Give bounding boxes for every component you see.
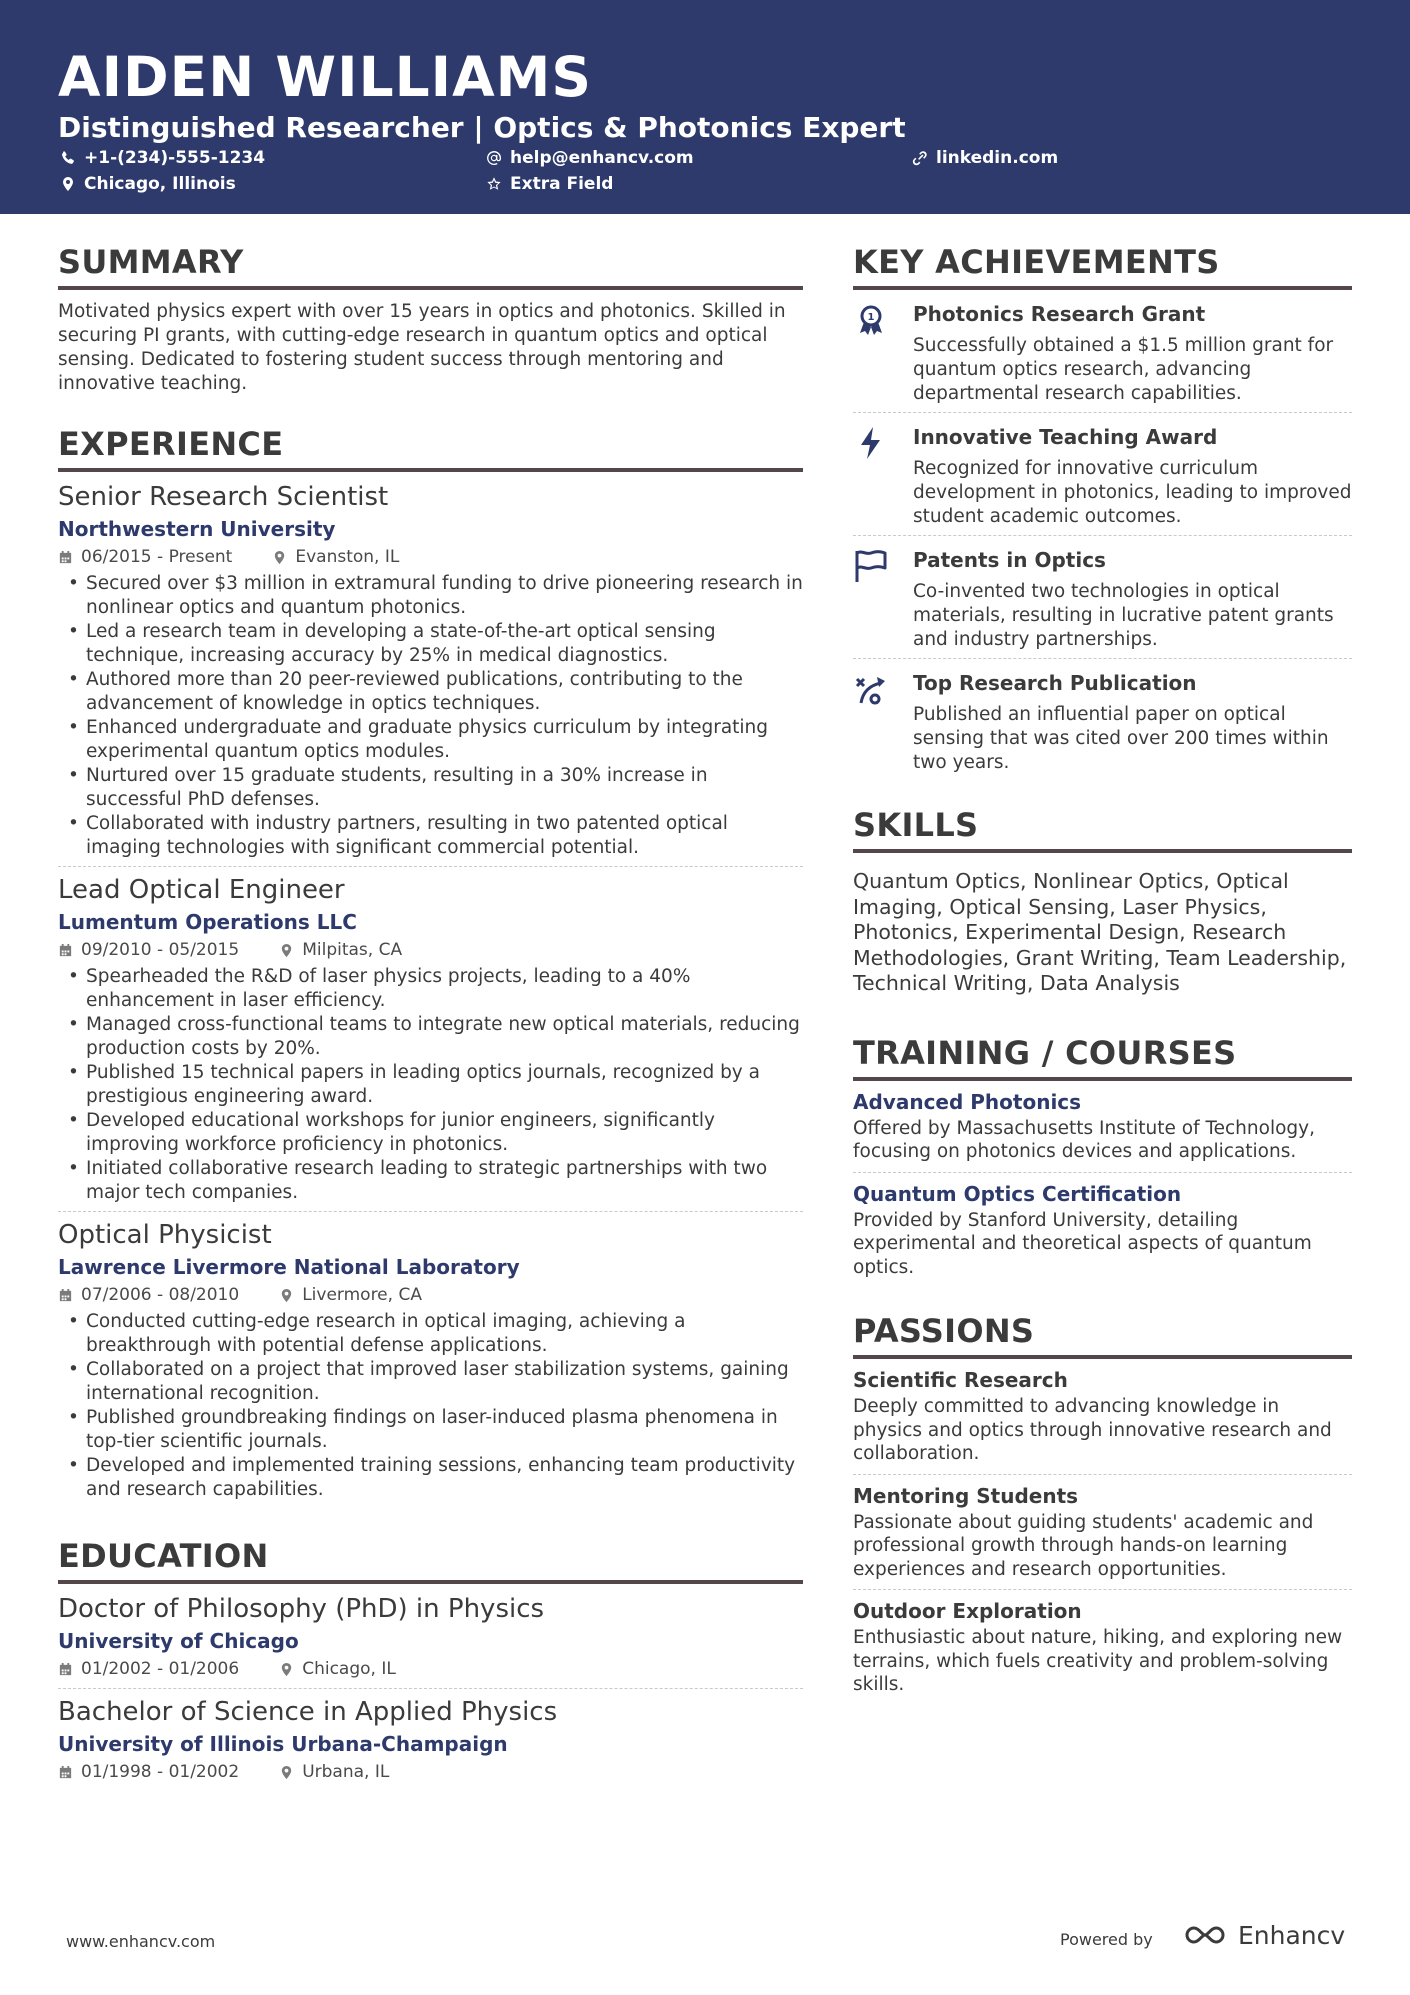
passions-section [853,1309,1352,1705]
bullet-item: • Conducted cutting-edge research in optical imaging, achieving a breakthrough with potential defense applications. [58,1310,803,1358]
map-pin-icon [272,550,287,565]
bullet-item: • Nurtured over 15 graduate students, resulting in a 30% increase in successful PhD defenses. [58,764,803,812]
map-pin-icon [279,943,294,958]
training-section [853,1031,1352,1288]
bullet-item: • Published groundbreaking findings on laser-induced plasma phenomena in top-tier scientific journals. [58,1406,803,1454]
experience-item [58,480,803,866]
job-location: Milpitas, CA [302,940,403,960]
achievement-title: Top Research Publication [913,671,1197,695]
summary-text: Motivated physics expert with over 15 years in optics and photonics. Skilled in securing PI grants, with cutting-edge research in quantum optics and optical sensing. Dedicated to fostering student success through mentoring and innovative teaching. [58,301,786,394]
passion-desc: Deeply committed to advancing knowledge in physics and optics through innovative research and collaboration. [853,1396,1332,1464]
achievement-item [853,535,1352,658]
email-text: help@enhancv.com [510,148,694,168]
achievement-item [853,290,1352,412]
experience-item [58,1211,803,1508]
job-bullets [58,1310,803,1502]
education-item [58,1592,803,1688]
degree-title: Bachelor of Science in Applied Physics [58,1697,558,1727]
education-location: Urbana, IL [302,1762,390,1782]
contact-linkedin[interactable] [912,146,1058,170]
contact-phone[interactable] [60,146,265,170]
achievement-title: Photonics Research Grant [913,302,1206,326]
location-text: Chicago, Illinois [84,174,236,194]
strategy-route-icon [853,671,889,707]
section-title: PASSIONS [853,1309,1352,1359]
bullet-item: • Led a research team in developing a state-of-the-art optical sensing technique, increasing accuracy by 25% in medical diagnostics. [58,620,803,668]
section-title: SUMMARY [58,240,803,290]
linkedin-text: linkedin.com [936,148,1059,168]
job-title: Optical Physicist [58,1220,272,1250]
section-title: SKILLS [853,803,1352,853]
calendar-icon [58,1765,73,1780]
experience-section [58,422,803,1508]
calendar-icon [58,943,73,958]
job-title: Senior Research Scientist [58,482,389,512]
job-bullets [58,965,803,1205]
footer-url[interactable]: www.enhancv.com [66,1932,216,1951]
contact-extra [486,172,613,196]
passion-title: Outdoor Exploration [853,1599,1082,1623]
phone-icon [60,150,76,166]
education-meta [58,1656,803,1682]
phone-text: +1-(234)-555-1234 [84,148,266,168]
company-name: Lawrence Livermore National Laboratory [58,1255,520,1279]
enhancv-logo-icon [1180,1920,1230,1950]
section-title: EXPERIENCE [58,422,803,472]
job-meta [58,544,803,570]
bullet-item: • Collaborated on a project that improved laser stabilization systems, gaining international recognition. [58,1358,803,1406]
school-name: University of Chicago [58,1629,299,1653]
bullet-item: • Published 15 technical papers in leading optics journals, recognized by a prestigious engineering award. [58,1061,803,1109]
bullet-item: • Collaborated with industry partners, resulting in two patented optical imaging technologies with significant commercial potential. [58,812,803,860]
bullet-item: • Developed and implemented training sessions, enhancing team productivity and research capabilities. [58,1454,803,1502]
job-dates: 07/2006 - 08/2010 [81,1285,240,1305]
achievement-desc: Recognized for innovative curriculum development in photonics, leading to improved student academic outcomes. [913,458,1352,527]
map-pin-icon [279,1288,294,1303]
job-location: Evanston, IL [295,547,400,567]
course-title: Advanced Photonics [853,1089,1082,1114]
resume-header [0,0,1410,214]
education-item [58,1688,803,1791]
bullet-item: • Authored more than 20 peer-reviewed publications, contributing to the advancement of knowledge in optics techniques. [58,668,803,716]
bullet-item: • Secured over $3 million in extramural funding to drive pioneering research in nonlinear optics and quantum photonics. [58,572,803,620]
bullet-item: • Enhanced undergraduate and graduate physics curriculum by integrating experimental quantum optics modules. [58,716,803,764]
candidate-headline: Distinguished Researcher | Optics & Photonics Expert [58,111,906,144]
course-title: Quantum Optics Certification [853,1181,1182,1206]
job-dates: 09/2010 - 05/2015 [81,940,240,960]
passion-desc: Enthusiastic about nature, hiking, and exploring new terrains, which fuels creativity and problem-solving skills. [853,1627,1343,1695]
bullet-item: • Managed cross-functional teams to integrate new optical materials, reducing production costs by 20%. [58,1013,803,1061]
job-bullets [58,572,803,860]
experience-item [58,866,803,1211]
education-section [58,1534,803,1791]
section-title: EDUCATION [58,1534,803,1584]
passion-item [853,1589,1352,1705]
extra-field-text: Extra Field [510,174,614,194]
passion-title: Scientific Research [853,1368,1068,1392]
achievement-desc: Published an influential paper on optical sensing that was cited over 200 times within two years. [913,704,1329,773]
school-name: University of Illinois Urbana-Champaign [58,1732,508,1756]
contact-email[interactable] [486,146,694,170]
lightning-bolt-icon [853,425,889,461]
company-name: Northwestern University [58,517,336,541]
svg-text:1: 1 [867,312,875,323]
job-meta [58,1282,803,1308]
course-desc: Provided by Stanford University, detailing experimental and theoretical aspects of quantum optics. [853,1209,1312,1278]
job-meta [58,937,803,963]
achievement-title: Innovative Teaching Award [913,425,1218,449]
achievement-desc: Successfully obtained a $1.5 million grant for quantum optics research, advancing departmental research capabilities. [913,335,1334,404]
powered-by-label: Powered by [1060,1930,1153,1949]
bullet-item: • Developed educational workshops for junior engineers, significantly improving workforce proficiency in photonics. [58,1109,803,1157]
candidate-name: AIDEN WILLIAMS [58,45,593,109]
course-item [853,1081,1352,1172]
bullet-item: • Initiated collaborative research leading to strategic partnerships with two major tech companies. [58,1157,803,1205]
course-item [853,1172,1352,1288]
job-location: Livermore, CA [302,1285,422,1305]
map-pin-icon [60,176,76,192]
passion-desc: Passionate about guiding students' academic and professional growth through hands-on learning experiences and research opportunities. [853,1511,1314,1580]
summary-section [58,240,803,396]
enhancv-logo[interactable] [1180,1920,1345,1950]
passion-item [853,1474,1352,1590]
company-name: Lumentum Operations LLC [58,910,357,934]
achievement-title: Patents in Optics [913,548,1106,572]
right-column [853,240,1352,1705]
calendar-icon [58,1288,73,1303]
flag-icon [853,548,889,584]
map-pin-icon [279,1662,294,1677]
award-ribbon-icon [853,302,889,338]
education-location: Chicago, IL [302,1659,396,1679]
at-sign-icon [486,150,502,166]
map-pin-icon [279,1765,294,1780]
link-icon [912,150,928,166]
achievement-item [853,658,1352,781]
achievements-section [853,240,1352,781]
section-title: KEY ACHIEVEMENTS [853,240,1352,290]
degree-title: Doctor of Philosophy (PhD) in Physics [58,1594,545,1624]
education-dates: 01/2002 - 01/2006 [81,1659,240,1679]
calendar-icon [58,1662,73,1677]
section-title: TRAINING / COURSES [853,1031,1352,1081]
calendar-icon [58,550,73,565]
achievement-desc: Co-invented two technologies in optical materials, resulting in lucrative patent grants and industry partnerships. [913,581,1334,650]
passion-title: Mentoring Students [853,1483,1079,1508]
job-title: Lead Optical Engineer [58,875,345,905]
skills-section [853,803,1352,997]
achievement-item [853,412,1352,535]
star-outline-icon [486,176,502,192]
education-meta [58,1759,803,1785]
passion-item [853,1359,1352,1474]
contact-location [60,172,236,196]
skills-list: Quantum Optics, Nonlinear Optics, Optical Imaging, Optical Sensing, Laser Physics, Photonics, Experimental Design, Research Methodologies, Grant Writing, Team Leadership, Technical Writing, Data Analysis [853,869,1347,995]
course-desc: Offered by Massachusetts Institute of Technology, focusing on photonics devices and applications. [853,1117,1315,1162]
job-dates: 06/2015 - Present [81,547,233,567]
left-column [58,240,803,1791]
education-dates: 01/1998 - 01/2002 [81,1762,240,1782]
bullet-item: • Spearheaded the R&D of laser physics projects, leading to a 40% enhancement in laser efficiency. [58,965,803,1013]
enhancv-brand: Enhancv [1238,1920,1346,1950]
